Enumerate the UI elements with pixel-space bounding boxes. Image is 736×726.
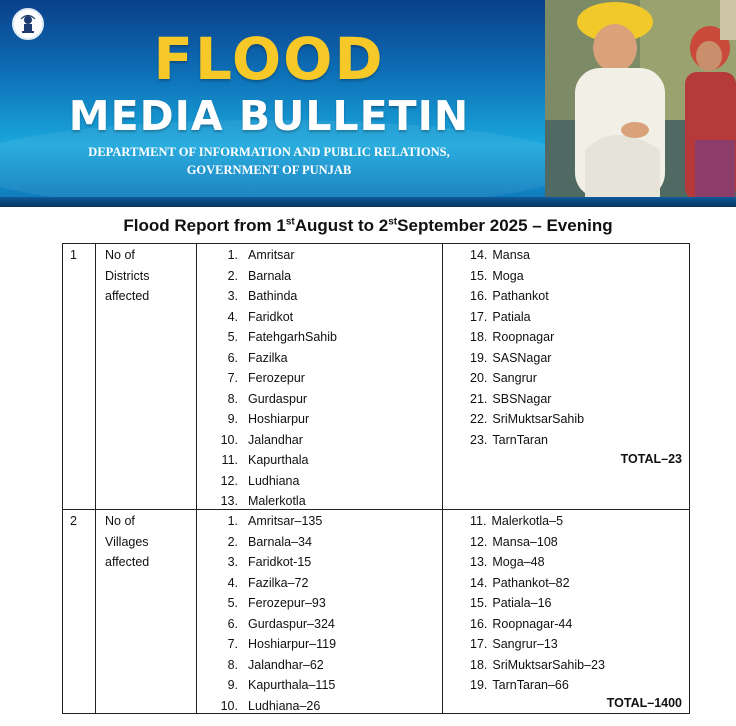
list-item: 15. Moga [470, 268, 524, 283]
list-item: 11. Kapurthala [221, 453, 309, 467]
row-1-district-list-right [470, 245, 584, 450]
list-item: 8. Jalandhar–62 [227, 657, 324, 672]
row-1-label [105, 245, 149, 307]
list-item: 14. Pathankot–82 [470, 575, 570, 590]
list-item: 1. Amritsar [227, 248, 295, 262]
bulletin-title-flood: FLOOD [153, 25, 385, 93]
row-1-label-line: affected [105, 289, 150, 303]
header-photo [545, 0, 736, 200]
list-item: 17. Sangrur–13 [470, 637, 558, 651]
list-item: 20. Sangrur [470, 371, 537, 385]
list-item: 12. Ludhiana [220, 473, 300, 488]
list-item: 23. TarnTaran [470, 432, 548, 447]
government-name: GOVERNMENT OF PUNJAB [186, 163, 352, 177]
list-item: 6. Fazilka [227, 350, 288, 365]
list-item: 3. Bathinda [227, 289, 298, 303]
table-col-divider-2 [196, 243, 197, 714]
list-item: 5. Ferozepur–93 [227, 596, 326, 610]
list-item: 17. Patiala [470, 309, 531, 324]
list-item: 9. Hoshiarpur [227, 412, 310, 426]
list-item: 8. Gurdaspur [227, 391, 308, 406]
row-1-total: TOTAL–23 [620, 452, 682, 466]
row-2-total: TOTAL–1400 [606, 696, 682, 710]
list-item: 6. Gurdaspur–324 [227, 616, 335, 631]
report-title-mid: August to 2 [294, 216, 389, 235]
list-item: 4. Faridkot [227, 309, 294, 324]
list-item: 21. SBSNagar [470, 391, 552, 406]
bulletin-title-media: MEDIA BULLETIN [68, 92, 470, 140]
list-item: 5. FatehgarhSahib [227, 330, 337, 344]
list-item: 7. Hoshiarpur–119 [227, 637, 337, 651]
row-2-serial: 2 [70, 514, 77, 528]
list-item: 16. Roopnagar-44 [470, 616, 573, 631]
list-item: 16. Pathankot [470, 289, 549, 303]
list-item: 12. Mansa–108 [470, 534, 558, 549]
table-col-divider-1 [95, 243, 96, 714]
list-item: 9. Kapurthala–115 [227, 678, 336, 692]
list-item: 10. Ludhiana–26 [220, 698, 321, 713]
list-item: 19. TarnTaran–66 [470, 678, 569, 692]
report-title-pre: Flood Report from 1 [123, 216, 286, 235]
list-item: 19. SASNagar [470, 350, 552, 365]
row-2-label-line: No of [105, 514, 135, 528]
list-item: 3. Faridkot-15 [227, 555, 312, 569]
list-item: 4. Fazilka–72 [227, 575, 309, 590]
report-title-sup-2: st [388, 216, 398, 228]
department-name: DEPARTMENT OF INFORMATION AND PUBLIC RELATIONS, [88, 145, 450, 159]
row-1-label-line: Districts [105, 268, 150, 283]
list-item: 2. Barnala–34 [227, 534, 312, 549]
table-border-bottom [62, 713, 690, 714]
table-row-divider [62, 509, 690, 510]
row-1-district-list-left [212, 245, 337, 512]
list-item: 13. Moga–48 [470, 555, 545, 569]
list-item: 13. Malerkotla [220, 494, 306, 508]
list-item: 2. Barnala [227, 268, 292, 283]
list-item: 18. SriMuktsarSahib–23 [470, 657, 605, 672]
table-border-left [62, 243, 63, 714]
table-col-divider-3 [442, 243, 443, 714]
row-2-village-list-right [470, 511, 605, 696]
list-item: 1. Amritsar–135 [227, 514, 323, 528]
flood-report-table [62, 243, 690, 714]
list-item: 11. Malerkotla–5 [470, 514, 564, 528]
header-banner [0, 0, 736, 207]
row-2-label-line: affected [105, 555, 150, 569]
list-item: 18. Roopnagar [470, 330, 555, 344]
row-2-label [105, 511, 149, 573]
list-item: 7. Ferozepur [227, 371, 305, 385]
report-title-sup-1: st [285, 216, 295, 228]
row-1-label-line: No of [105, 248, 135, 262]
report-title-post: September 2025 – Evening [397, 216, 613, 235]
table-border-right [689, 243, 690, 714]
row-2-village-list-left [212, 511, 336, 716]
table-border-top [62, 243, 690, 244]
list-item: 10. Jalandhar [220, 432, 303, 447]
row-1-serial: 1 [70, 248, 77, 262]
row-2-label-line: Villages [105, 534, 149, 549]
list-item: 14. Mansa [470, 248, 530, 262]
list-item: 22. SriMuktsarSahib [470, 412, 585, 426]
report-title [0, 214, 736, 238]
list-item: 15. Patiala–16 [470, 596, 552, 610]
